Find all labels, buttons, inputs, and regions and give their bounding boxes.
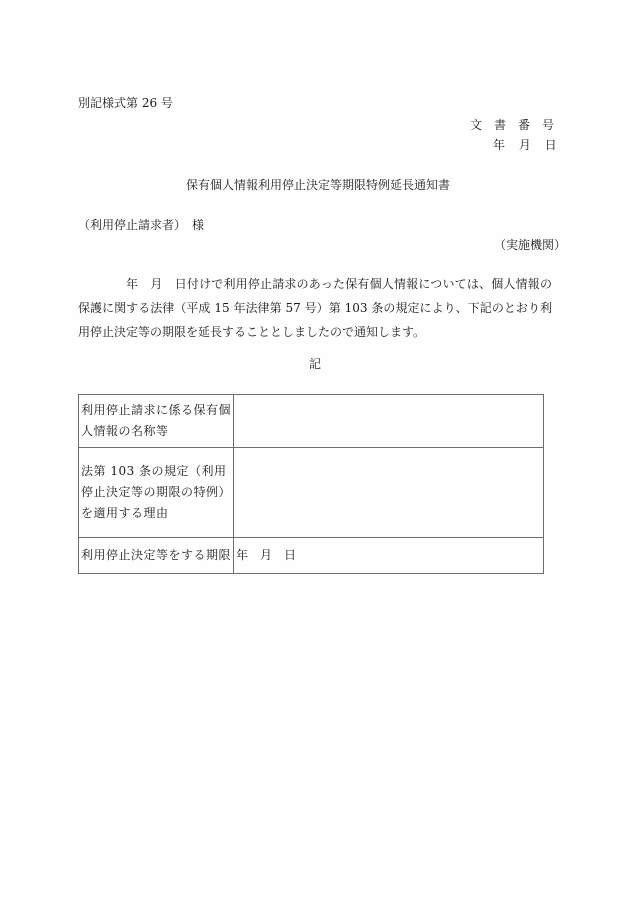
issuer: （実施機関）	[494, 238, 567, 252]
table-row	[79, 395, 544, 448]
addressee: （利用停止請求者） 様	[78, 218, 205, 232]
row-label: 利用停止請求に係る保有個人情報の名称等	[79, 395, 234, 448]
row-value	[234, 448, 544, 538]
ki-heading: 記	[309, 357, 322, 371]
row-value	[234, 395, 544, 448]
row-label: 法第 103 条の規定（利用停止決定等の期限の特例）を適用する理由	[79, 448, 234, 538]
document-title: 保有個人情報利用停止決定等期限特例延長通知書	[186, 178, 451, 192]
row-label: 利用停止決定等をする期限	[79, 538, 234, 574]
row-value: 年 月 日	[234, 538, 544, 574]
table-row	[79, 538, 544, 574]
record-table	[78, 394, 544, 574]
form-number: 別記様式第 26 号	[78, 96, 173, 110]
notice-body: 年 月 日付けで利用停止請求のあった保有個人情報については、個人情報の保護に関する法律（平成 15 年法律第 57 号）第 103 条の規定により、下記のとおり利用停止決定等の期限を延長することとしましたので通知します。	[78, 277, 552, 339]
table-row	[79, 448, 544, 538]
document-number-label: 文書番号	[470, 118, 567, 132]
date-label: 年 月 日	[493, 138, 557, 152]
